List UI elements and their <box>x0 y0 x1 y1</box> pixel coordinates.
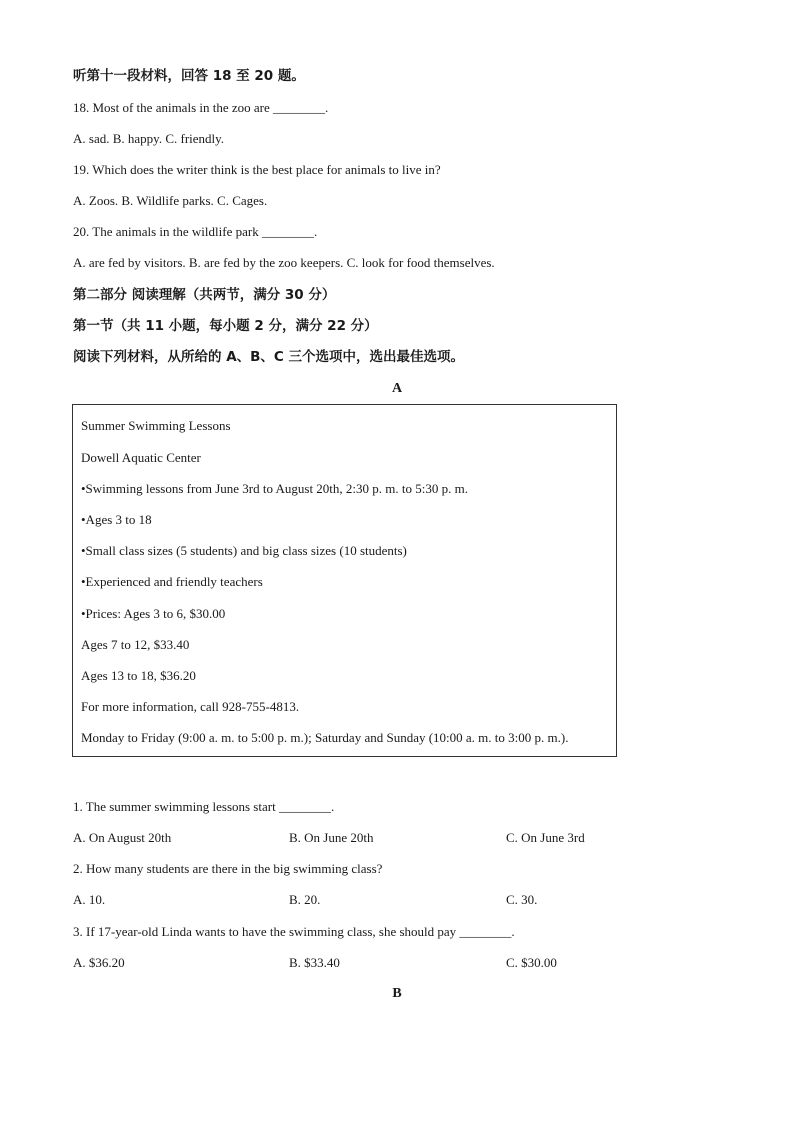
reading-question-2-option-a: A. 10. <box>73 892 106 907</box>
listening-instruction: 听第十一段材料，回答 18 至 20 题。 <box>73 68 305 84</box>
notice-title: Summer Swimming Lessons <box>81 418 231 433</box>
swimming-notice-box <box>72 404 617 757</box>
passage-a-label: A <box>391 381 403 396</box>
passage-b-label: B <box>392 986 402 1001</box>
reading-question-1-option-a: A. On August 20th <box>73 830 172 845</box>
question-18-stem: 18. Most of the animals in the zoo are ________. <box>73 100 329 115</box>
reading-question-1-option-c: C. On June 3rd <box>506 830 585 845</box>
notice-price-13-18: Ages 13 to 18, $36.20 <box>81 668 196 683</box>
reading-question-3-option-c: C. $30.00 <box>506 955 557 970</box>
reading-section-heading: 第一节（共 11 小题，每小题 2 分，满分 22 分） <box>73 318 378 334</box>
reading-question-2-option-b: B. 20. <box>289 892 321 907</box>
reading-question-3-option-a: A. $36.20 <box>73 955 125 970</box>
reading-directions: 阅读下列材料，从所给的 A、B、C 三个选项中，选出最佳选项。 <box>73 349 465 365</box>
notice-schedule: •Swimming lessons from June 3rd to August 20th, 2:30 p. m. to 5:30 p. m. <box>81 481 468 496</box>
notice-contact: For more information, call 928-755-4813. <box>81 699 300 714</box>
reading-question-3-stem: 3. If 17-year-old Linda wants to have the swimming class, she should pay ________. <box>73 924 515 939</box>
reading-question-1-option-b: B. On June 20th <box>289 830 374 845</box>
reading-question-2-stem: 2. How many students are there in the big swimming class? <box>73 861 383 876</box>
question-20-options: A. are fed by visitors. B. are fed by the zoo keepers. C. look for food themselves. <box>73 255 495 270</box>
notice-price-7-12: Ages 7 to 12, $33.40 <box>81 637 190 652</box>
reading-question-1-stem: 1. The summer swimming lessons start ________. <box>73 799 335 814</box>
notice-center: Dowell Aquatic Center <box>81 450 201 465</box>
reading-question-3-option-b: B. $33.40 <box>289 955 340 970</box>
reading-part-heading: 第二部分 阅读理解（共两节，满分 30 分） <box>73 287 336 303</box>
notice-price-3-6: •Prices: Ages 3 to 6, $30.00 <box>81 606 226 621</box>
notice-teachers: •Experienced and friendly teachers <box>81 574 263 589</box>
notice-hours: Monday to Friday (9:00 a. m. to 5:00 p. m.); Saturday and Sunday (10:00 a. m. to 3:00 p. m.). <box>81 730 569 745</box>
question-19-stem: 19. Which does the writer think is the best place for animals to live in? <box>73 162 441 177</box>
notice-ages: •Ages 3 to 18 <box>81 512 152 527</box>
question-18-options: A. sad. B. happy. C. friendly. <box>73 131 225 146</box>
notice-class-sizes: •Small class sizes (5 students) and big class sizes (10 students) <box>81 543 407 558</box>
reading-question-2-option-c: C. 30. <box>506 892 538 907</box>
question-19-options: A. Zoos. B. Wildlife parks. C. Cages. <box>73 193 268 208</box>
question-20-stem: 20. The animals in the wildlife park ________. <box>73 224 318 239</box>
